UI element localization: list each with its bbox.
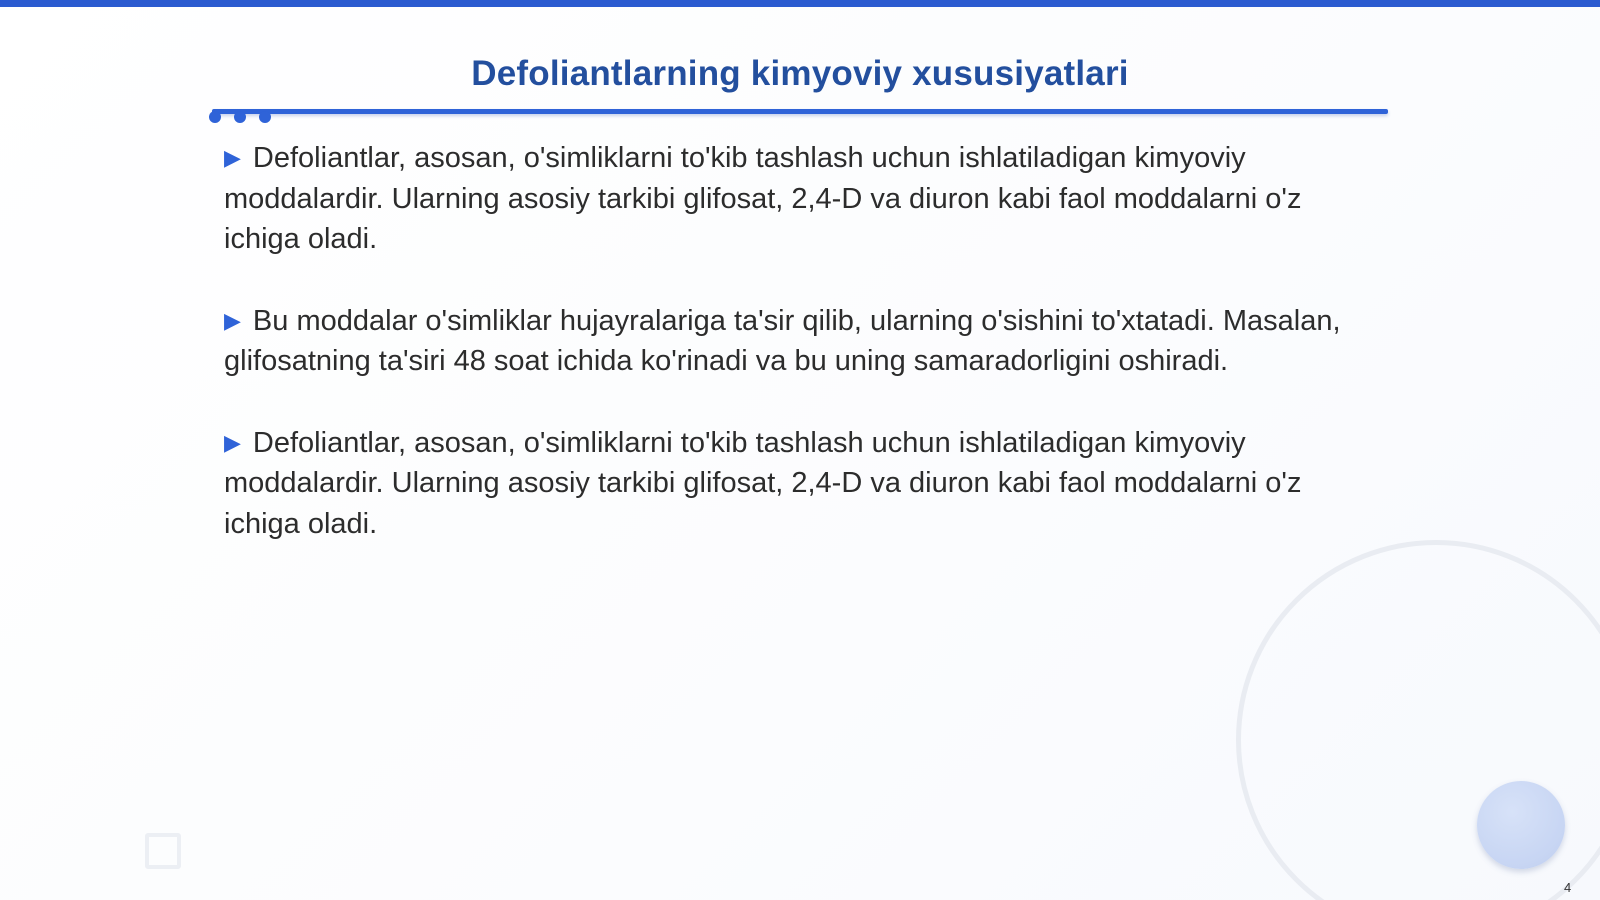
bullet-item (224, 138, 1374, 260)
bullet-arrow-icon: ▶ (224, 145, 241, 170)
title-underline (212, 109, 1388, 114)
slide-title: Defoliantlarning kimyoviy xususiyatlari (471, 54, 1129, 93)
bullet-text: Defoliantlar, asosan, o'simliklarni to'kib tashlash uchun ishlatiladigan kimyoviy moddalardir. Ularning asosiy tarkibi glifosat, 2,4-D va diuron kabi faol moddalarni o'z ichiga oladi. (224, 142, 1302, 255)
bullet-list (224, 138, 1374, 585)
underline-dot (209, 111, 221, 123)
top-accent-bar (0, 0, 1600, 7)
decorative-square (145, 833, 181, 869)
decorative-disc (1477, 781, 1565, 869)
page-number: 4 (1564, 880, 1572, 895)
underline-dot (234, 111, 246, 123)
bullet-text: Defoliantlar, asosan, o'simliklarni to'kib tashlash uchun ishlatiladigan kimyoviy moddalardir. Ularning asosiy tarkibi glifosat, 2,4-D va diuron kabi faol moddalarni o'z ichiga oladi. (224, 426, 1302, 540)
bullet-item (224, 301, 1374, 382)
bullet-arrow-icon: ▶ (224, 307, 241, 333)
bullet-arrow-icon: ▶ (224, 429, 241, 455)
bullet-text: Bu moddalar o'simliklar hujayralariga ta'sir qilib, ularning o'sishini to'xtatadi. Masalan, glifosatning ta'siri 48 soat ichida ko'rinadi va bu uning samaradorligini oshiradi. (224, 304, 1341, 377)
underline-dot (259, 111, 271, 123)
bullet-item (224, 423, 1374, 545)
